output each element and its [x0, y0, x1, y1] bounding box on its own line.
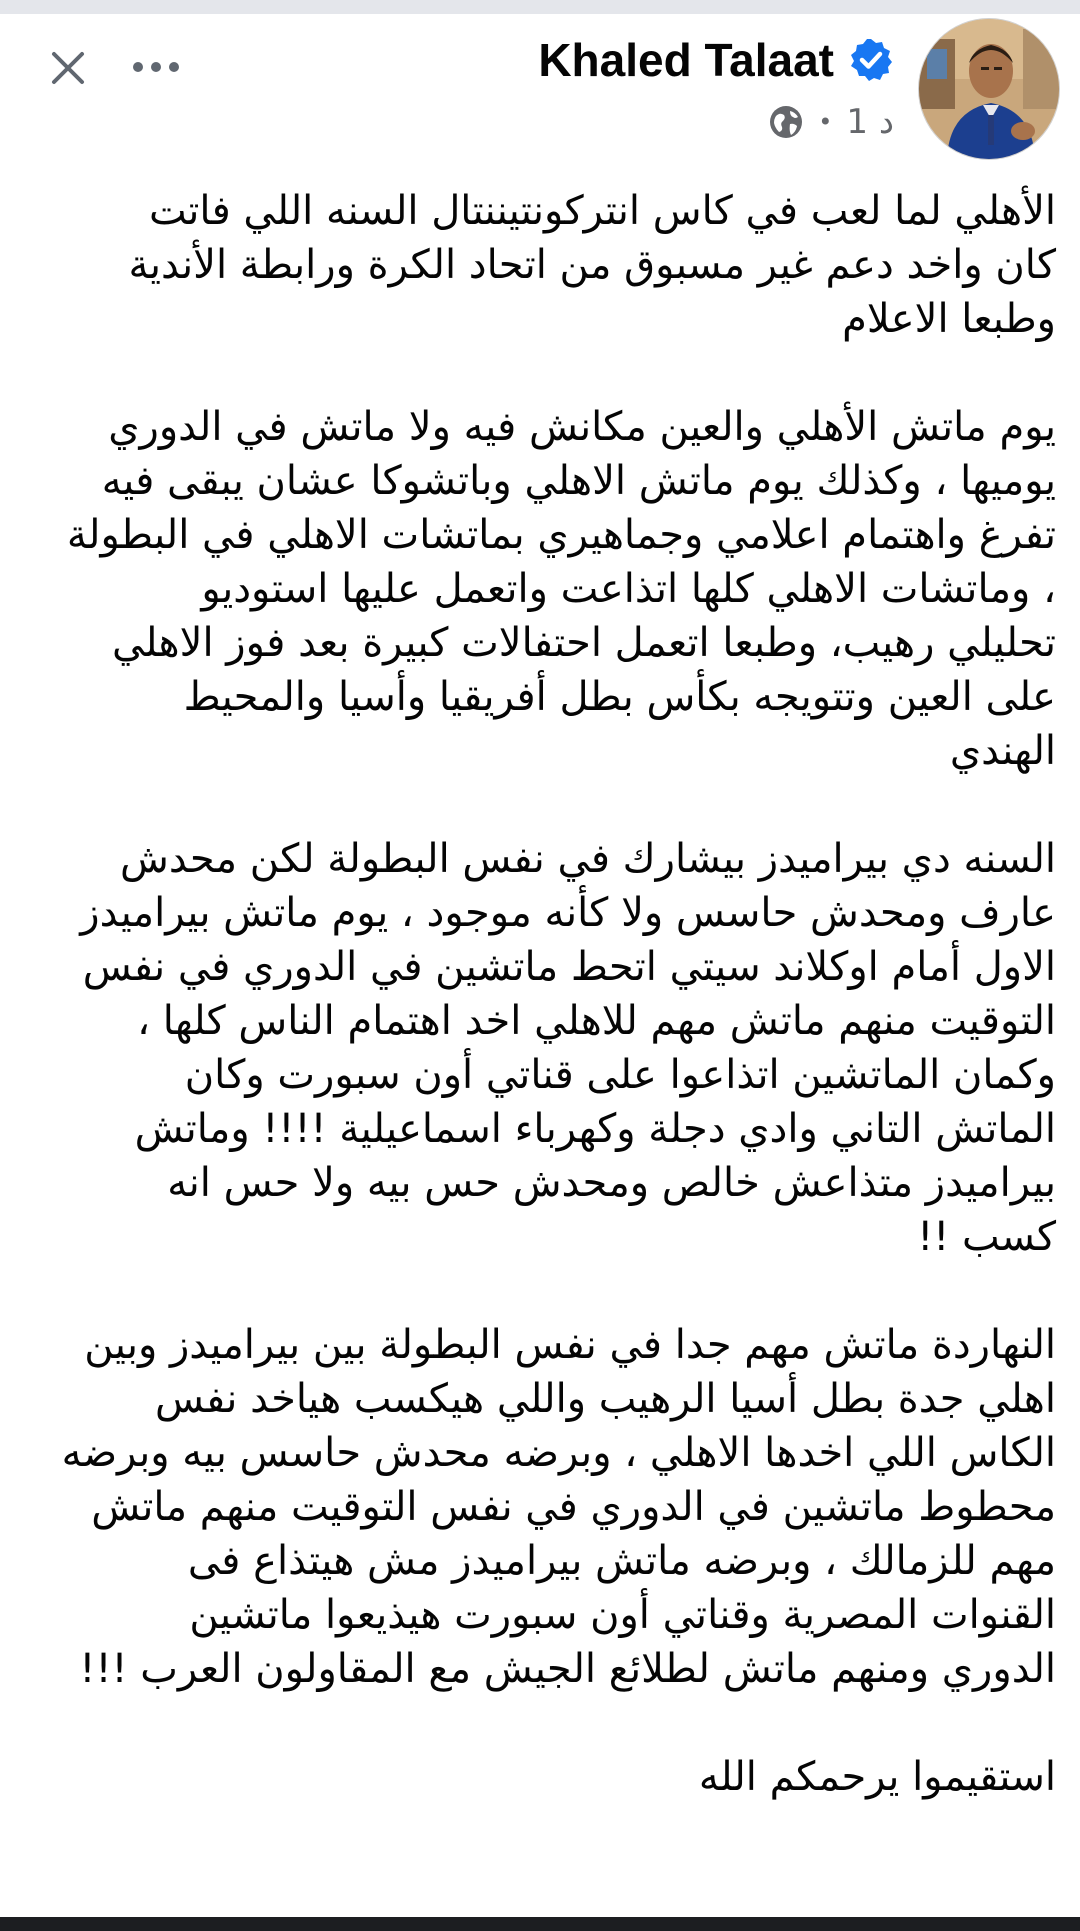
- post-meta: [768, 100, 894, 144]
- close-button[interactable]: [44, 44, 92, 92]
- more-options-button[interactable]: [128, 52, 184, 82]
- post-timestamp[interactable]: 1 د: [846, 102, 894, 142]
- post-paragraph: استقيموا يرحمكم الله: [698, 1754, 1056, 1800]
- post-paragraph: الأهلي لما لعب في كاس انتركونتيننتال السنه اللي فاتت كان واخد دعم غير مسبوق من اتحاد الكرة ورابطة الأندية وطبعا الاعلام: [128, 188, 1056, 342]
- post-body: [40, 184, 1056, 1804]
- avatar-image: [919, 19, 1059, 159]
- globe-icon: [768, 104, 804, 140]
- top-divider: [0, 0, 1080, 14]
- author-avatar[interactable]: [918, 18, 1060, 160]
- bottom-bar: [0, 1917, 1080, 1931]
- author-name[interactable]: Khaled Talaat: [538, 34, 834, 86]
- post-paragraph: النهاردة ماتش مهم جدا في نفس البطولة بين بيراميدز وبين اهلي جدة بطل أسيا الرهيب واللي هيكسب هياخد نفس الكاس اللي اخدها الاهلي ، وبرضه محدش حاسس بيه وبرضه محطوط ماتشين في الدوري في نفس التوقيت منهم ماتش مهم للزمالك ، وبرضه ماتش بيراميدز مش هيتذاع فى القنوات المصرية وقناتي أون سبورت هيذيعوا ماتشين الدوري ومنهم ماتش لطلائع الجيش مع المقاولون العرب !!!: [61, 1322, 1056, 1692]
- post-paragraph: السنه دي بيراميدز بيشارك في نفس البطولة لكن محدش عارف ومحدش حاسس ولا كأنه موجود ، يوم ماتش بيراميدز الاول أمام اوكلاند سيتي اتحط ماتشين في الدوري في نفس التوقيت منهم ماتش مهم للاهلي اخد اهتمام الناس كلها ، وكمان الماتشين اتذاعوا على قناتي أون سبورت وكان الماتش التاني وادي دجلة وكهرباء اسماعيلية !!!! وماتش بيراميدز متذاعش خالص ومحدش حس بيه ولا حس انه كسب !!: [80, 836, 1056, 1260]
- more-options-icon: [128, 52, 184, 82]
- meta-separator: •: [818, 108, 833, 136]
- verified-badge-icon: [848, 37, 894, 83]
- post-paragraph: يوم ماتش الأهلي والعين مكانش فيه ولا ماتش في الدوري يوميها ، وكذلك يوم ماتش الاهلي وباتشوكا عشان يبقى فيه تفرغ واهتمام اعلامي وجماهيري بماتشات الاهلي في البطولة ، وماتشات الاهلي كلها اتذاعت واتعمل عليها استوديو تحليلي رهيب، وطبعا اتعمل احتفالات كبيرة بعد فوز الاهلي على العين وتتويجه بكأس بطل أفريقيا وأسيا والمحيط الهندي: [66, 404, 1056, 774]
- author-row: [538, 30, 894, 90]
- close-icon: [44, 44, 92, 92]
